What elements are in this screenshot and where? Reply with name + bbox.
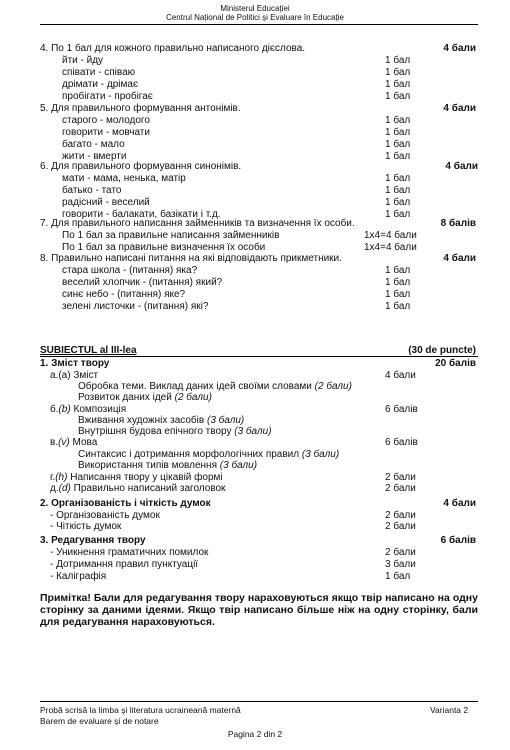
row-text: 7. Для правильного написання займенників та визначення їх особи. <box>40 218 355 229</box>
row-total: 4 бали <box>443 103 476 114</box>
row-text: говорити - балакати, базікати і т.д. <box>62 209 221 220</box>
footer-subject: Probă scrisă la limba și literatura ucraineană maternă <box>40 705 241 715</box>
row-text: - Чіткість думок <box>50 521 122 532</box>
row-points: 1 бал <box>385 115 411 126</box>
row-text: - Дотримання правил пунктуації <box>50 559 199 570</box>
row-text: мати - мама, ненька, матір <box>62 173 186 184</box>
row-text: йти - йду <box>62 55 104 66</box>
row-points: 1 бал <box>385 209 411 220</box>
row-text: б.(b) Композиція <box>50 404 127 415</box>
row-points: 2 бали <box>385 510 416 521</box>
row-points: 1x4=4 бали <box>364 242 417 253</box>
header-rule <box>40 24 478 25</box>
row-points: 2 бали <box>385 483 416 494</box>
section-points: (30 de puncte) <box>408 345 476 356</box>
row-points: 1 бал <box>385 67 411 78</box>
row-points: 4 бали <box>385 370 416 381</box>
row-text: - Каліграфія <box>50 571 107 582</box>
row-text: старого - молодого <box>62 115 150 126</box>
row-total: 20 балів <box>435 358 476 369</box>
row-points: 1 бал <box>385 197 411 208</box>
row-total: 4 бали <box>443 253 476 264</box>
row-points: 1 бал <box>385 571 411 582</box>
row-text: в.(v) Мова <box>50 437 98 448</box>
row-text: По 1 бал за правильне визначення їх особи <box>62 242 266 253</box>
row-text: стара школа - (питання) яка? <box>62 265 198 276</box>
row-points: 2 бали <box>385 547 416 558</box>
row-text: Синтаксис і дотримання морфологічних правил (3 бали) <box>78 449 340 460</box>
row-total: 8 балів <box>440 218 476 229</box>
note-paragraph: Примітка! Бали для редагування твору нараховуються якщо твір написано на одну сторінку за даними ідеями. Якщо твір написано більше ніж на одну сторінку, бали для редагування нараховуються. <box>40 592 478 628</box>
row-text: 4. По 1 бал для кожного правильно написаного дієслова. <box>40 43 306 54</box>
row-text: По 1 бал за правильне написання займенників <box>62 230 280 241</box>
row-text: Використання типів мовлення (3 бали) <box>78 460 258 471</box>
row-text: зелені листочки - (питання) які? <box>62 301 209 312</box>
row-points: 1 бал <box>385 151 411 162</box>
row-points: 6 балів <box>385 404 418 415</box>
row-text: - Уникнення граматичних помилок <box>50 547 209 558</box>
row-text: говорити - мовчати <box>62 127 150 138</box>
row-text: 1. Зміст твору <box>40 358 110 369</box>
footer-variant: Varianta 2 <box>430 705 469 715</box>
row-points: 1 бал <box>385 289 411 300</box>
row-points: 1 бал <box>385 301 411 312</box>
row-points: 1 бал <box>385 185 411 196</box>
row-text: пробігати - пробігає <box>62 91 153 102</box>
footer-page-number: Pagina 2 din 2 <box>227 729 283 739</box>
row-text: дрімати - дрімає <box>62 79 139 90</box>
row-text: а.(а) Зміст <box>50 370 99 381</box>
row-text: 2. Організованість і чіткість думок <box>40 498 211 509</box>
row-points: 1 бал <box>385 79 411 90</box>
row-text: 8. Правильно написані питання на які відповідають прикметники. <box>40 253 342 264</box>
section-rule <box>40 356 478 357</box>
footer-barem: Barem de evaluare și de notare <box>40 716 159 726</box>
row-total: 4 бали <box>445 161 478 172</box>
row-points: 1 бал <box>385 127 411 138</box>
row-text: - Організованість думок <box>50 510 160 521</box>
header-center: Centrul Național de Politici și Evaluare în Educație <box>166 13 344 22</box>
row-text: Розвиток даних ідей (2 бали) <box>78 392 212 403</box>
row-points: 2 бали <box>385 521 416 532</box>
row-text: 3. Редагування твору <box>40 535 146 546</box>
row-text: жити - вмерти <box>62 151 127 162</box>
row-text: синє небо - (питання) яке? <box>62 289 186 300</box>
row-text: батько - тато <box>62 185 122 196</box>
row-points: 1 бал <box>385 277 411 288</box>
row-points: 1 бал <box>385 91 411 102</box>
row-total: 4 бали <box>443 43 476 54</box>
row-points: 1x4=4 бали <box>364 230 417 241</box>
row-points: 1 бал <box>385 55 411 66</box>
row-text: Внутрішня будова епічного твору (3 бали) <box>78 426 272 437</box>
row-total: 4 бали <box>443 498 476 509</box>
row-text: Обробка теми. Виклад даних ідей своїми словами (2 бали) <box>78 381 352 392</box>
row-text: SUBIECTUL al III-lea <box>40 345 137 356</box>
row-total: 6 балів <box>440 535 476 546</box>
header-ministry: Ministerul Educației <box>220 4 290 13</box>
row-points: 3 бали <box>385 559 416 570</box>
row-text: співати - співаю <box>62 67 136 78</box>
row-points: 6 балів <box>385 437 418 448</box>
row-points: 1 бал <box>385 139 411 150</box>
row-points: 2 бали <box>385 472 416 483</box>
row-text: багато - мало <box>62 139 125 150</box>
row-points: 1 бал <box>385 173 411 184</box>
row-text: Вживання художніх засобів (3 бали) <box>78 415 245 426</box>
row-text: веселий хлопчик - (питання) який? <box>62 277 223 288</box>
row-text: г.(h) Написання твору у цікавій формі <box>50 472 223 483</box>
row-text: д.(d) Правильно написаний заголовок <box>50 483 226 494</box>
row-points: 1 бал <box>385 265 411 276</box>
row-text: радісний - веселий <box>62 197 150 208</box>
footer-rule <box>40 701 478 702</box>
row-text: 5. Для правильного формування антонімів. <box>40 103 241 114</box>
row-text: 6. Для правильного формування синонімів. <box>40 161 242 172</box>
